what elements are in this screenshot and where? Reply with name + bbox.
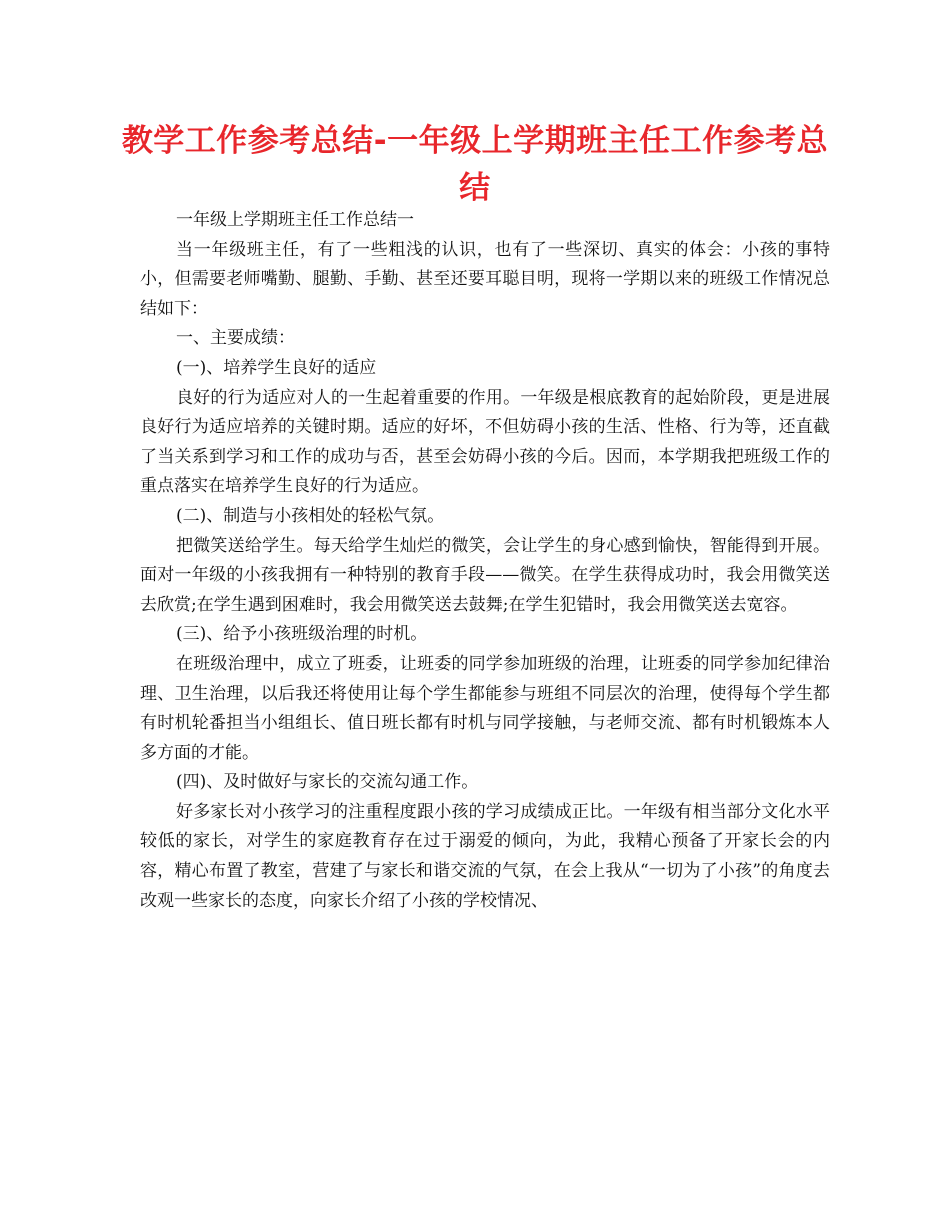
body-paragraph: 当一年级班主任，有了一些粗浅的认识，也有了一些深切、真实的体会：小孩的事特小，但需要老师嘴勤、腿勤、手勤、甚至还要耳聪目明，现将一学期以来的班级工作情况总结如下： (140, 239, 830, 319)
subsection-heading: (二)、制造与小孩相处的轻松气氛。 (176, 505, 445, 526)
section-heading: 一年级上学期班主任工作总结一 (176, 210, 414, 230)
body-paragraph: 良好的行为适应对人的一生起着重要的作用。一年级是根底教育的起始阶段，更是进展良好行为适应培养的关键时期。适应的好坏，不但妨碍小孩的生活、性格、行为等，还直截了当关系到学习和工作的成功与否，甚至会妨碍小孩的今后。因而，本学期我把班级工作的重点落实在培养学生良好的行为适应。 (140, 387, 830, 497)
section-heading: 一、主要成绩： (176, 328, 295, 349)
body-paragraph: 把微笑送给学生。每天给学生灿烂的微笑，会让学生的身心感到愉快，智能得到开展。面对一年级的小孩我拥有一种特别的教育手段——微笑。在学生获得成功时，我会用微笑送去欣赏;在学生遇到困难时，我会用微笑送去鼓舞;在学生犯错时，我会用微笑送去宽容。 (140, 535, 830, 615)
subsection-heading: (四)、及时做好与家长的交流勾通工作。 (176, 772, 479, 793)
subsection-heading: (一)、培养学生良好的适应 (176, 357, 377, 378)
body-paragraph: 好多家长对小孩学习的注重程度跟小孩的学习成绩成正比。一年级有相当部分文化水平较低的家长，对学生的家庭教育存在过于溺爱的倾向，为此，我精心预备了开家长会的内容，精心布置了教室，营建了与家长和谐交流的气氛，在会上我从“一切为了小孩”的角度去改观一些家长的态度，向家长介绍了小孩的学校情况、 (140, 801, 830, 911)
body-paragraph: 在班级治理中，成立了班委，让班委的同学参加班级的治理，让班委的同学参加纪律治理、卫生治理，以后我还将使用让每个学生都能参与班组不同层次的治理，使得每个学生都有时机轮番担当小组组长、值日班长都有时机与同学接触，与老师交流、都有时机锻炼本人多方面的才能。 (140, 653, 830, 763)
subsection-heading: (三)、给予小孩班级治理的时机。 (176, 624, 428, 645)
document-title: 教学工作参考总结-一年级上学期班主任工作参考总结 (121, 123, 829, 206)
document-body (140, 206, 830, 916)
